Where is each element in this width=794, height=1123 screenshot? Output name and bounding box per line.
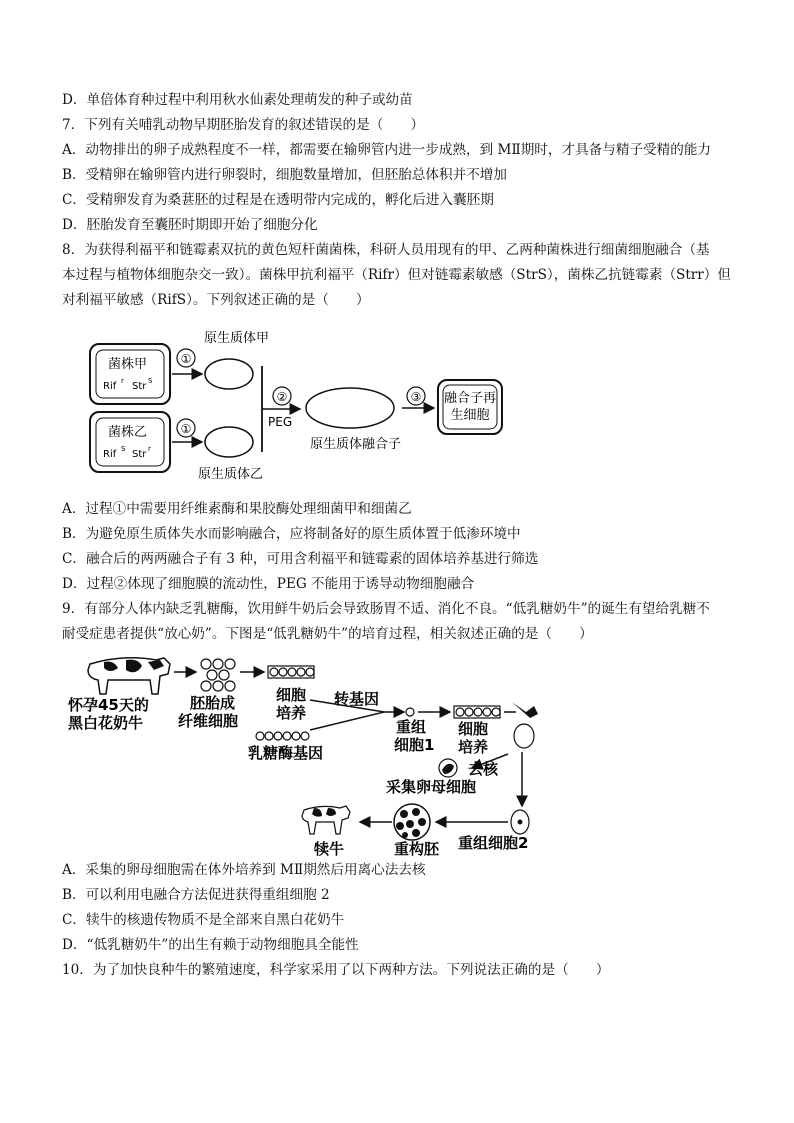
q8-stem-3: 对利福平敏感（RifS）。下列叙述正确的是（ ） [62, 292, 370, 308]
q8-stem-1: 8．为获得利福平和链霉素双抗的黄色短杆菌菌株，科研人员用现有的甲、乙两种菌株进行细菌细胞融合（基 [62, 242, 710, 258]
regen-label-1: 融合子再 [443, 391, 497, 406]
step3-label: ③ [410, 390, 422, 404]
strain-b-rif-sup: S [121, 445, 126, 453]
strain-b-box [90, 412, 170, 472]
regen-label-2: 生细胞 [450, 408, 490, 423]
q9-option-c: C．犊牛的核遗传物质不是全部来自黑白花奶牛 [62, 912, 345, 928]
q8-option-d: D．过程②体现了细胞膜的流动性，PEG 不能用于诱导动物细胞融合 [62, 576, 475, 592]
pipette-icon [512, 702, 538, 718]
gene-label: 乳糖酶基因 [248, 744, 324, 762]
strain-b-str-sup: r [148, 445, 151, 453]
calf-icon [302, 806, 350, 834]
cloning-diagram [64, 650, 554, 856]
culture2-label-1: 细胞 [458, 720, 489, 738]
q9-stem-2: 耐受症患者提供“放心奶”。下图是“低乳糖奶牛”的培育过程，相关叙述正确的是（ ） [62, 626, 593, 642]
enucleated-oocyte [514, 724, 534, 748]
cow-icon [88, 658, 170, 694]
recomb-cell-1 [406, 708, 414, 716]
culture2-label-2: 培养 [458, 738, 489, 756]
q10-stem: 10．为了加快良种牛的繁殖速度，科学家采用了以下两种方法。下列说法正确的是（ ） [62, 962, 610, 978]
q7-option-a: A．动物排出的卵子成熟程度不一样，都需要在输卵管内进一步成熟，到 MⅡ期时，才具备与精子受精的能力 [62, 142, 712, 158]
q6-option-d: D．单倍体育种过程中利用秋水仙素处理萌发的种子或幼苗 [62, 92, 413, 108]
cow-label-1: 怀孕45天的 [68, 696, 149, 714]
fib-label-2: 纤维细胞 [178, 712, 239, 730]
regen-cell-box [438, 380, 502, 434]
enucleate-label: 去核 [468, 760, 499, 778]
strain-a-str: Str [132, 381, 147, 392]
q7-option-d: D．胚胎发育至囊胚时期即开始了细胞分化 [62, 217, 318, 233]
q8-option-b: B．为避免原生质体失水而影响融合，应将制备好的原生质体置于低渗环境中 [62, 526, 521, 542]
recomb1-label-1: 重组 [396, 718, 427, 736]
transgene-label: 转基因 [334, 690, 380, 708]
peg-label: PEG [268, 415, 293, 429]
step1-a-label: ① [180, 352, 192, 366]
q9-option-a: A．采集的卵母细胞需在体外培养到 MⅡ期然后用离心法去核 [62, 862, 426, 878]
q9-stem-1: 9．有部分人体内缺乏乳糖酶，饮用鲜牛奶后会导致肠胃不适、消化不良。“低乳糖奶牛”的诞生有望给乳糖不 [62, 601, 710, 617]
fibroblast-cells-icon [201, 659, 235, 691]
fusion-label: 原生质体融合子 [310, 437, 402, 452]
q8-option-a: A．过程①中需要用纤维素酶和果胶酶处理细菌甲和细菌乙 [62, 501, 412, 517]
strain-b-label: 菌株乙 [108, 425, 148, 440]
fib-label-1: 胚胎成 [190, 694, 236, 712]
oocyte-label: 采集卵母细胞 [386, 778, 477, 796]
culture-dish-2-icon [454, 706, 500, 718]
q9-option-b: B．可以利用电融合方法促进获得重组细胞 2 [62, 887, 330, 903]
step1-b-label: ① [180, 422, 192, 436]
strain-a-label: 菌株甲 [108, 357, 148, 372]
q7-option-b: B．受精卵在输卵管内进行卵裂时，细胞数量增加，但胚胎总体积并不增加 [62, 167, 507, 183]
q8-stem-2: 本过程与植物体细胞杂交一致）。菌株甲抗利福平（Rifr）但对链霉素敏感（StrS），菌株乙抗链霉素（Strr）但 [62, 267, 731, 283]
fusion-diagram [86, 326, 506, 490]
strain-b-rif: Rif [103, 449, 117, 460]
q7-option-c: C．受精卵发育为桑葚胚的过程是在透明带内完成的，孵化后进入囊胚期 [62, 192, 494, 208]
fusion-cell [306, 388, 394, 428]
q8-option-c: C．融合后的两两融合子有 3 种，可用含利福平和链霉素的固体培养基进行筛选 [62, 551, 539, 567]
strain-a-box [90, 344, 170, 404]
cow-label-2: 黑白花奶牛 [68, 714, 144, 732]
protoplast-a [205, 359, 253, 389]
recomb1-label-2: 细胞1 [394, 736, 435, 754]
gene-icon [256, 732, 309, 740]
step2-label: ② [276, 390, 288, 404]
strain-a-str-sup: S [148, 377, 153, 385]
strain-a-rif: Rif [103, 381, 117, 392]
culture1-label-1: 细胞 [276, 686, 307, 704]
embryo-icon [394, 804, 430, 840]
calf-label: 犊牛 [314, 840, 345, 856]
strain-b-str: Str [132, 449, 147, 460]
protoplast-b-label: 原生质体乙 [198, 467, 264, 482]
q7-stem: 7．下列有关哺乳动物早期胚胎发育的叙述错误的是（ ） [62, 117, 425, 133]
strain-a-rif-sup: r [121, 377, 124, 385]
protoplast-a-label: 原生质体甲 [204, 331, 270, 346]
protoplast-b [205, 427, 253, 457]
culture-dish-1-icon [268, 666, 314, 678]
embryo-label: 重构胚 [394, 840, 440, 856]
q9-option-d: D．“低乳糖奶牛”的出生有赖于动物细胞具全能性 [62, 937, 359, 953]
recomb2-label: 重组细胞2 [458, 834, 529, 852]
culture1-label-2: 培养 [276, 704, 307, 722]
